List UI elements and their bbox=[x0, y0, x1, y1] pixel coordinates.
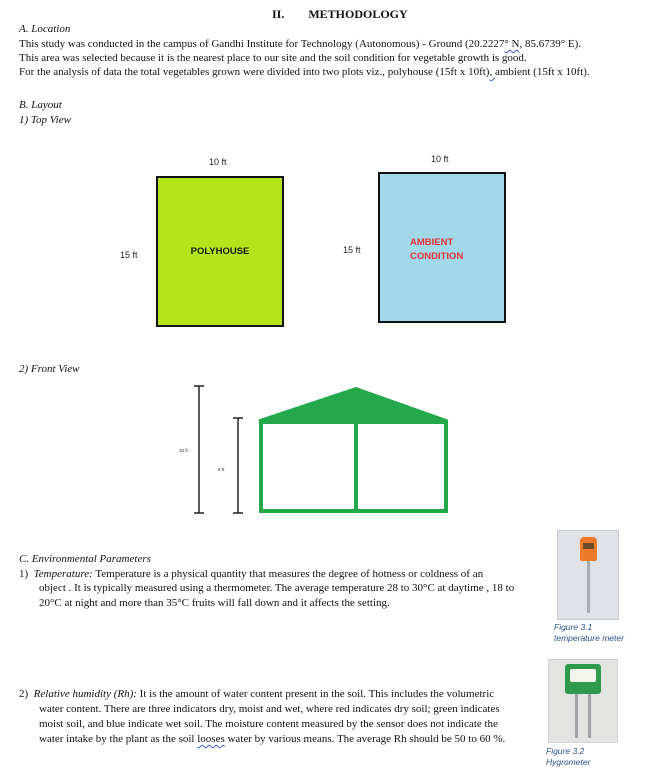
hygrometer-probe-left bbox=[575, 694, 578, 738]
top-view-heading: 1) Top View bbox=[19, 114, 71, 126]
temperature-meter-photo bbox=[557, 530, 619, 620]
temperature-line-1: 1) Temperature: Temperature is a physical quantity that measures the degree of hotness or coldness of an bbox=[19, 568, 484, 580]
hygrometer-photo bbox=[548, 659, 618, 743]
humidity-line-3: moist soil, and blue indicate wet soil. The moisture content measured by the sensor does not indicate the bbox=[39, 718, 498, 730]
polyhouse-label: POLYHOUSE bbox=[190, 246, 250, 257]
tall-dimension-label: 10 ft bbox=[179, 448, 188, 453]
humidity-line-1: 2) Relative humidity (Rh): It is the amount of water content present in the soil. This includes the volumetric bbox=[19, 688, 495, 700]
polyhouse-plot bbox=[156, 176, 284, 327]
ambient-plot bbox=[378, 172, 506, 323]
meter-display bbox=[583, 543, 594, 549]
figure-3-1-caption: Figure 3.1 temperature meter bbox=[554, 622, 624, 643]
short-dimension-marker bbox=[233, 418, 243, 513]
figure-3-2-caption: Figure 3.2 Hygrometer bbox=[546, 746, 591, 767]
ambient-height-label: 15 ft bbox=[343, 245, 361, 255]
section-title: II. METHODOLOGY bbox=[272, 7, 408, 21]
front-body bbox=[261, 422, 446, 511]
front-roof bbox=[257, 387, 449, 420]
polyhouse-width-label: 10 ft bbox=[209, 157, 227, 167]
env-heading: C. Environmental Parameters bbox=[19, 553, 151, 565]
tall-dimension-marker bbox=[194, 386, 204, 513]
temperature-line-3: 20°C at night and more than 35°C fruits will fall down and it affects the setting. bbox=[39, 597, 390, 609]
ambient-label: AMBIENT CONDITION bbox=[410, 237, 464, 262]
hygrometer-dial bbox=[570, 669, 596, 682]
humidity-line-4: water intake by the plant as the soil looses water by various means. The average Rh should be 50 to 60 %. bbox=[39, 733, 506, 745]
meter-probe bbox=[587, 561, 590, 613]
location-line-3: For the analysis of data the total vegetables grown were divided into two plots viz., polyhouse (15ft x 10ft), ambient (15ft x 10ft). bbox=[19, 66, 590, 78]
ambient-width-label: 10 ft bbox=[431, 154, 449, 164]
location-heading: A. Location bbox=[19, 23, 71, 35]
layout-heading: B. Layout bbox=[19, 99, 62, 111]
front-view-heading: 2) Front View bbox=[19, 363, 80, 375]
short-dimension-label: 8 ft bbox=[218, 467, 225, 472]
humidity-line-2: water content. There are three indicators dry, moist and wet, where red indicates dry soil; green indicates bbox=[39, 703, 500, 715]
meter-head bbox=[580, 537, 597, 561]
temperature-line-2: object . It is typically measured using a thermometer. The average temperature 28 to 30°C at daytime , 18 to bbox=[39, 582, 515, 594]
location-line-2: This area was selected because it is the nearest place to our site and the soil condition for vegetable growth is good. bbox=[19, 52, 527, 64]
hygrometer-probe-right bbox=[588, 694, 591, 738]
front-view-diagram bbox=[180, 378, 460, 520]
polyhouse-height-label: 15 ft bbox=[120, 250, 138, 260]
location-line-1: This study was conducted in the campus of Gandhi Institute for Technology (Autonomous) - Ground (20.2227° N, 85.6739° E). bbox=[19, 38, 582, 50]
